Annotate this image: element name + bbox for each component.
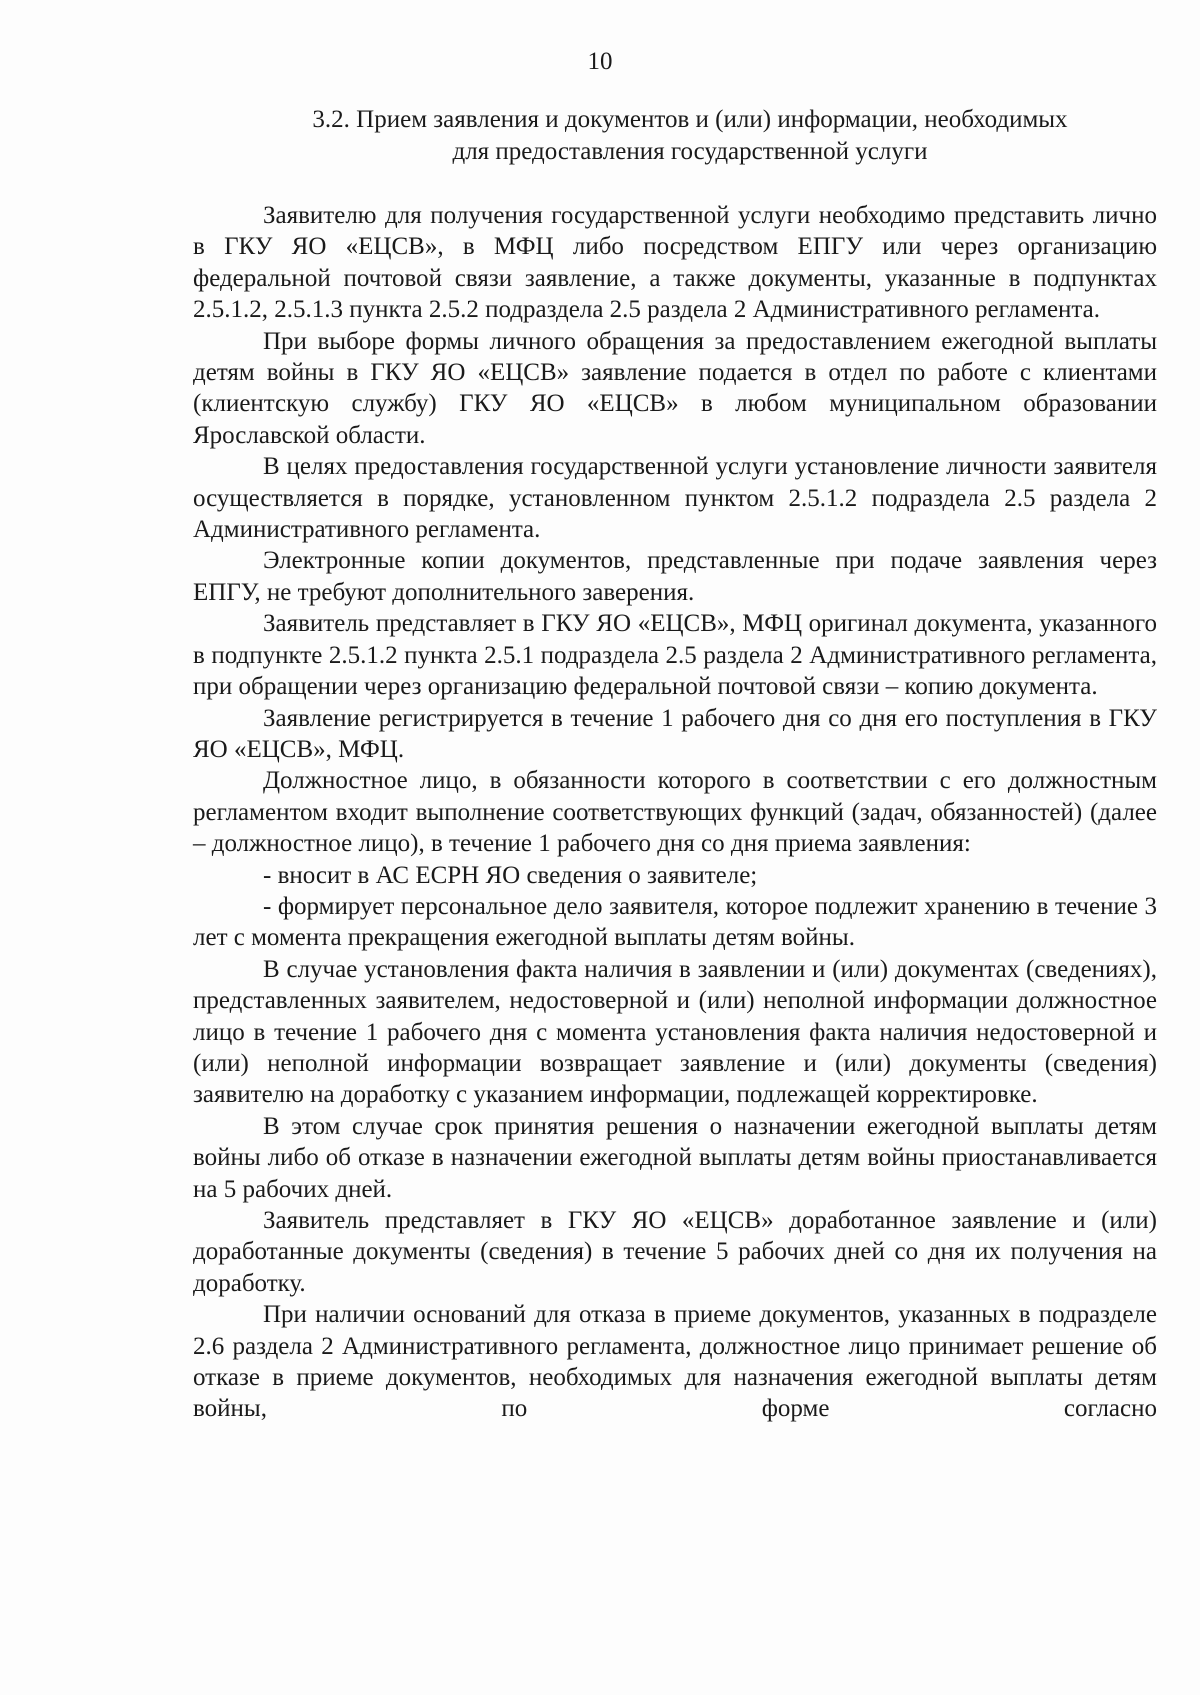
paragraph-6: Заявление регистрируется в течение 1 рабочего дня со дня его поступления в ГКУ ЯО «ЕЦСВ», МФЦ.	[193, 704, 1157, 763]
paragraph-2: При выборе формы личного обращения за предоставлением ежегодной выплаты детям войны в ГКУ ЯО «ЕЦСВ» заявление подается в отдел по работе с клиентами (клиентскую службу) ГКУ ЯО «ЕЦСВ» в любом муниципальном образовании Ярославской области.	[193, 327, 1157, 449]
paragraph-3: В целях предоставления государственной услуги установление личности заявителя осуществляется в порядке, установленном пунктом 2.5.1.2 подраздела 2.5 раздела 2 Административного регламента.	[193, 453, 1157, 544]
list-item-1: - вносит в АС ЕСРН ЯО сведения о заявителе;	[263, 861, 758, 889]
paragraph-8: В случае установления факта наличия в заявлении и (или) документах (сведениях), представленных заявителем, недостоверной и (или) неполной информации должностное лицо в течение 1 рабочего дня с момента установления факта наличия недостоверной и (или) неполной информации возвращает заявление и (или) документы (сведения) заявителю на доработку с указанием информации, подлежащей корректировке.	[193, 955, 1157, 1109]
paragraph-9: В этом случае срок принятия решения о назначении ежегодной выплаты детям войны либо об отказе в назначении ежегодной выплаты детям войны приостанавливается на 5 рабочих дней.	[193, 1112, 1157, 1203]
paragraph-11: При наличии оснований для отказа в приеме документов, указанных в подразделе 2.6 раздела 2 Административного регламента, должностное лицо принимает решение об отказе в приеме документов, необходимых для назначения ежегодной выплаты детям войны, по форме согласно	[193, 1301, 1157, 1423]
paragraph-7: Должностное лицо, в обязанности которого в соответствии с его должностным регламентом входит выполнение соответствующих функций (задач, обязанностей) (далее – должностное лицо), в течение 1 рабочего дня со дня приема заявления:	[193, 767, 1157, 858]
section-heading-line-1: 3.2. Прием заявления и документов и (или) информации, необходимых	[312, 106, 1068, 133]
page-number: 10	[587, 48, 613, 75]
section-heading	[200, 104, 1180, 168]
document-body	[193, 200, 1157, 1425]
paragraph-1: Заявителю для получения государственной услуги необходимо представить лично в ГКУ ЯО «ЕЦСВ», в МФЦ либо посредством ЕПГУ или через организацию федеральной почтовой связи заявление, а также документы, указанные в подпунктах 2.5.1.2, 2.5.1.3 пункта 2.5.2 подраздела 2.5 раздела 2 Административного регламента.	[193, 202, 1157, 324]
paragraph-10: Заявитель представляет в ГКУ ЯО «ЕЦСВ» доработанное заявление и (или) доработанные документы (сведения) в течение 5 рабочих дней со дня их получения на доработку.	[193, 1207, 1157, 1297]
list-item-2: - формирует персональное дело заявителя, которое подлежит хранению в течение 3 лет с момента прекращения ежегодной выплаты детям войны.	[193, 892, 1157, 952]
paragraph-5: Заявитель представляет в ГКУ ЯО «ЕЦСВ», МФЦ оригинал документа, указанного в подпункте 2.5.1.2 пункта 2.5.1 подраздела 2.5 раздела 2 Административного регламента, при обращении через организацию федеральной почтовой связи – копию документа.	[193, 610, 1157, 701]
paragraph-4: Электронные копии документов, представленные при подаче заявления через ЕПГУ, не требуют дополнительного заверения.	[193, 547, 1157, 606]
section-heading-line-2: для предоставления государственной услуги	[452, 138, 928, 165]
